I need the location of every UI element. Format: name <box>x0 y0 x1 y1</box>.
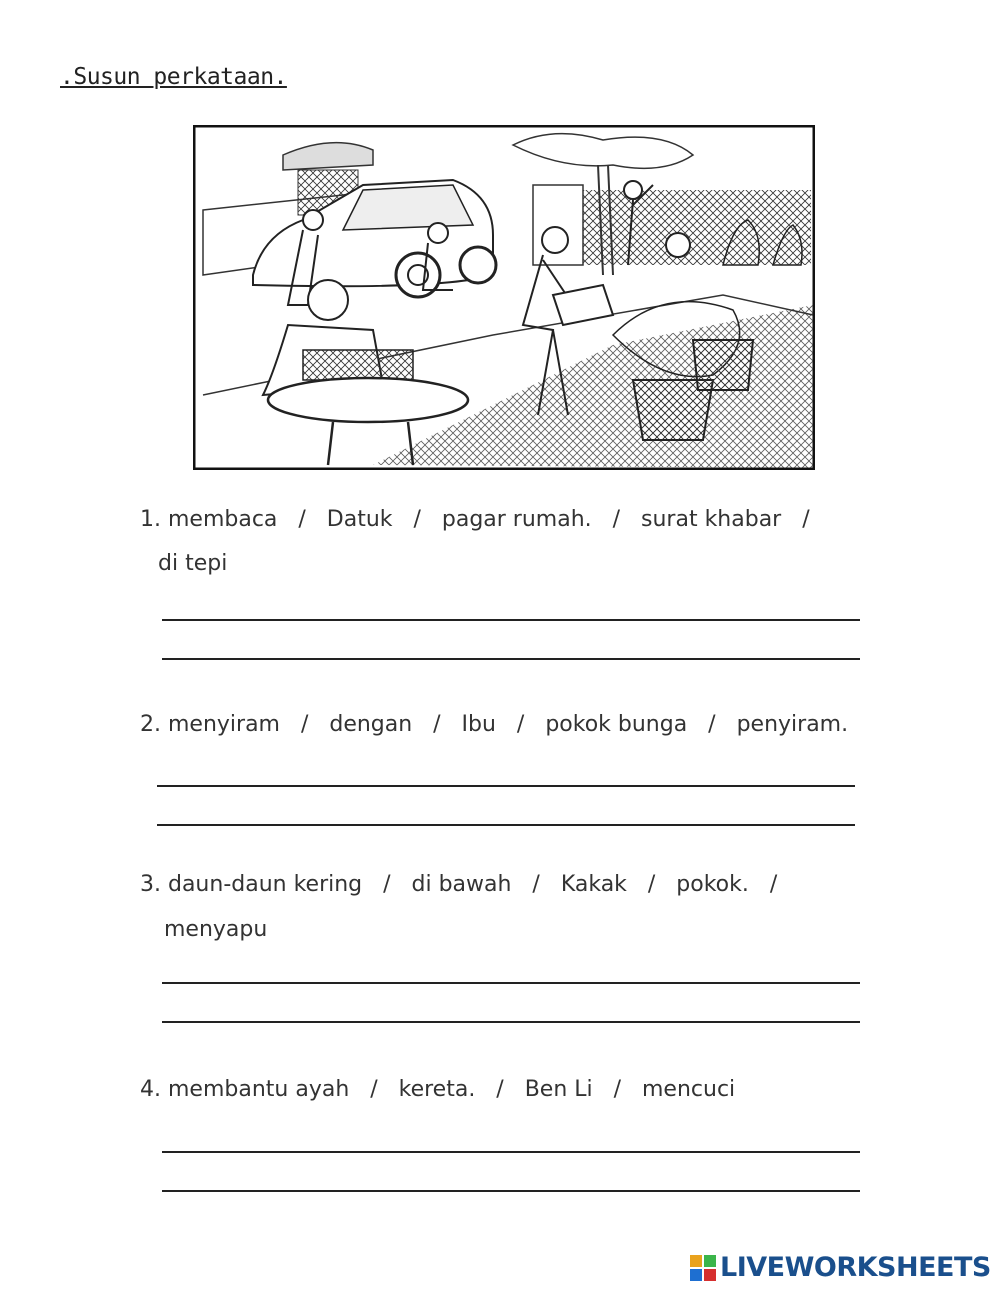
liveworksheets-logo-icon <box>690 1255 716 1281</box>
logo-text: LIVEWORKSHEETS <box>720 1252 991 1283</box>
question-4-text: 4. membantu ayah / kereta. / Ben Li / mencuci <box>140 1077 736 1102</box>
answer-line-3a[interactable] <box>162 982 860 984</box>
worksheet-title: .Susun perkataan. <box>60 64 287 90</box>
answer-line-3b[interactable] <box>162 1021 860 1023</box>
answer-line-4a[interactable] <box>162 1151 860 1153</box>
liveworksheets-logo[interactable] <box>690 1252 991 1283</box>
answer-line-1b[interactable] <box>162 658 860 660</box>
question-3-text-cont: menyapu <box>164 917 268 942</box>
question-3-text: 3. daun-daun kering / di bawah / Kakak / pokok. / <box>140 872 778 897</box>
answer-line-2a[interactable] <box>157 785 855 787</box>
answer-line-1a[interactable] <box>162 619 860 621</box>
question-2-text: 2. menyiram / dengan / Ibu / pokok bunga / penyiram. <box>140 712 849 737</box>
question-1-text: 1. membaca / Datuk / pagar rumah. / surat khabar / <box>140 507 810 532</box>
answer-line-2b[interactable] <box>157 824 855 826</box>
illustration-family-gardening <box>193 125 815 470</box>
answer-line-4b[interactable] <box>162 1190 860 1192</box>
question-1-text-cont: di tepi <box>158 551 228 576</box>
